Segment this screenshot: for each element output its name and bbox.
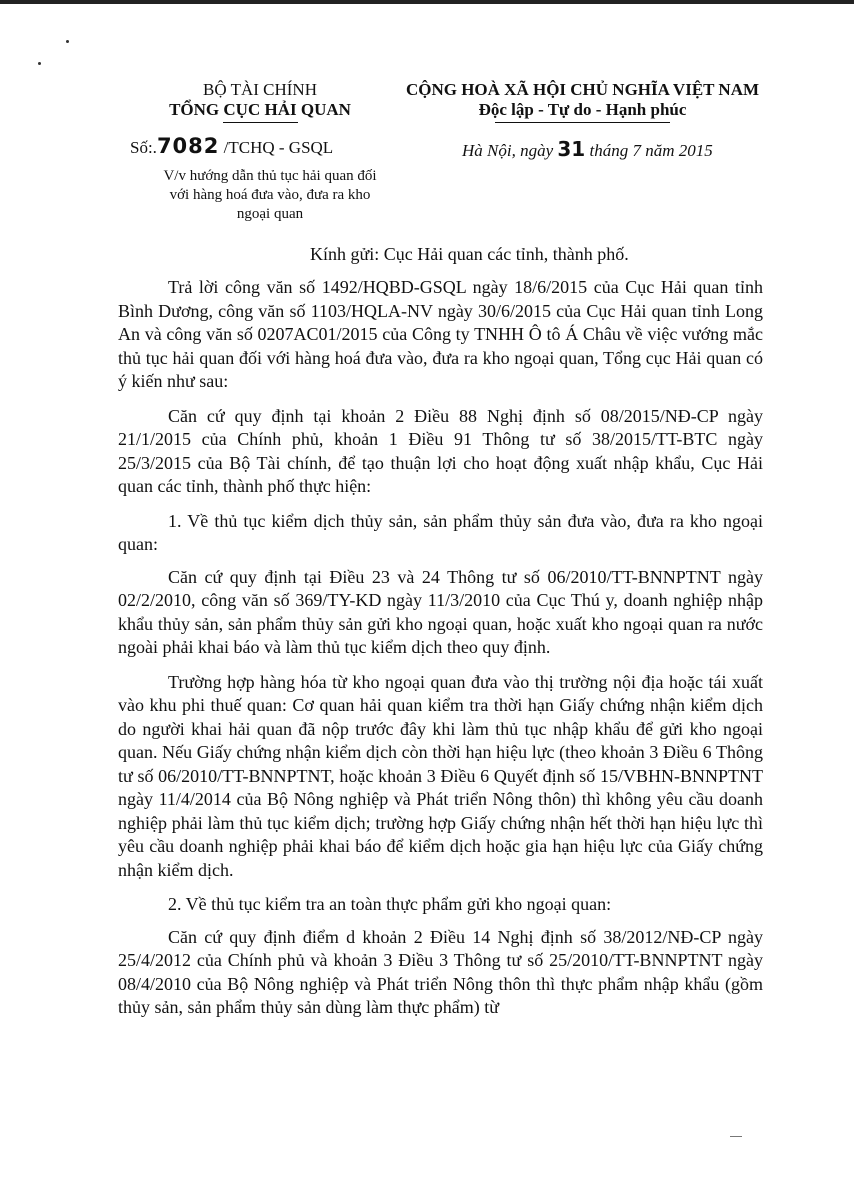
section-heading: 1. Về thủ tục kiểm dịch thủy sản, sản phẩm thủy sản đưa vào, đưa ra kho ngoại quan: [118,510,763,554]
issuer-block [115,80,405,123]
national-motto: Độc lập - Tự do - Hạnh phúc [478,100,687,119]
republic-name: CỘNG HOÀ XÃ HỘI CHỦ NGHĨA VIỆT NAM [405,80,760,99]
body-paragraph: Trả lời công văn số 1492/HQBD-GSQL ngày 18/6/2015 của Cục Hải quan tỉnh Bình Dương, công văn số 1103/HQLA-NV ngày 30/6/2015 của Cục Hải quan tỉnh Long An và công văn số 0207AC01/2015 của Công ty TNHH Ô tô Á Châu về việc vướng mắc thủ tục hải quan đối với hàng hoá đưa vào, đưa ra kho ngoại quan, Tổng cục Hải quan có ý kiến như sau: [118,277,763,391]
scan-speck [38,62,41,65]
motto-underline [495,122,670,123]
document-number-value: 7082 [156,134,220,158]
document-body [118,276,763,1031]
subject-line: ngoại quan [236,206,304,222]
date-day: 31 [557,137,586,161]
scan-speck [66,40,69,43]
document-number-prefix: Số:. [130,138,157,157]
subject-line: V/v hướng dẫn thủ tục hải quan đối [163,168,377,184]
document-number [130,134,333,158]
date-prefix: Hà Nội, ngày [462,141,558,160]
recipient-line: Kính gửi: Cục Hải quan các tỉnh, thành phố. [310,244,629,264]
date-suffix: tháng 7 năm 2015 [585,141,713,160]
scan-top-edge [0,0,854,4]
scan-mark [730,1136,742,1137]
section-heading: 2. Về thủ tục kiểm tra an toàn thực phẩm gửi kho ngoại quan: [168,894,612,914]
national-header [395,80,770,123]
agency-underline [223,122,298,123]
document-number-suffix: /TCHQ - GSQL [219,138,334,157]
document-subject [160,167,380,224]
subject-line: với hàng hoá đưa vào, đưa ra kho [169,187,371,203]
body-paragraph: Căn cứ quy định điểm d khoản 2 Điều 14 Nghị định số 38/2012/NĐ-CP ngày 25/4/2012 của Chính phủ và khoản 3 Điều 3 Thông tư số 25/2010/TT-BNNPTNT ngày 08/4/2010 của Bộ Nông nghiệp và Phát triển Nông thôn thì thực phẩm nhập khẩu (gồm thủy sản, sản phẩm thủy sản dùng làm thực phẩm) từ [118,926,763,1017]
body-paragraph: Căn cứ quy định tại khoản 2 Điều 88 Nghị định số 08/2015/NĐ-CP ngày 21/1/2015 của Chính phủ, khoản 1 Điều 91 Thông tư số 38/2015/TT-BTC ngày 25/3/2015 của Bộ Tài chính, để tạo thuận lợi cho hoạt động xuất nhập khẩu, Cục Hải quan các tỉnh, thành phố thực hiện: [118,405,763,496]
document-date [462,137,713,161]
body-paragraph: Trường hợp hàng hóa từ kho ngoại quan đưa vào thị trường nội địa hoặc tái xuất vào khu phi thuế quan: Cơ quan hải quan kiểm tra thời hạn Giấy chứng nhận kiểm dịch do người khai hải quan đã nộp trước đây khi làm thủ tục nhập khẩu để gửi kho ngoại quan. Nếu Giấy chứng nhận kiểm dịch còn thời hạn hiệu lực (theo khoản 3 Điều 6 Thông tư số 06/2010/TT-BNNPTNT, hoặc khoản 3 Điều 6 Quyết định số 15/VBHN-BNNPTNT ngày 11/4/2014 của Bộ Nông nghiệp và Phát triển Nông thôn) thì không yêu cầu doanh nghiệp phải làm thủ tục kiểm dịch; trường hợp Giấy chứng nhận hết thời hạn hiệu lực thì yêu cầu doanh nghiệp phải khai báo để kiểm dịch hoặc gia hạn hiệu lực của Giấy chứng nhận kiểm dịch. [118,671,763,880]
body-paragraph: Căn cứ quy định tại Điều 23 và 24 Thông tư số 06/2010/TT-BNNPTNT ngày 02/2/2010, công văn số 369/TY-KD ngày 11/3/2010 của Cục Thú y, doanh nghiệp nhập khẩu thủy sản, sản phẩm thủy sản gửi kho ngoại quan, hoặc xuất kho ngoại quan ra nước ngoài phải khai báo và làm thủ tục kiểm dịch theo quy định. [118,566,763,657]
ministry-name: BỘ TÀI CHÍNH [203,80,317,99]
agency-name: TỔNG CỤC HẢI QUAN [169,100,351,119]
